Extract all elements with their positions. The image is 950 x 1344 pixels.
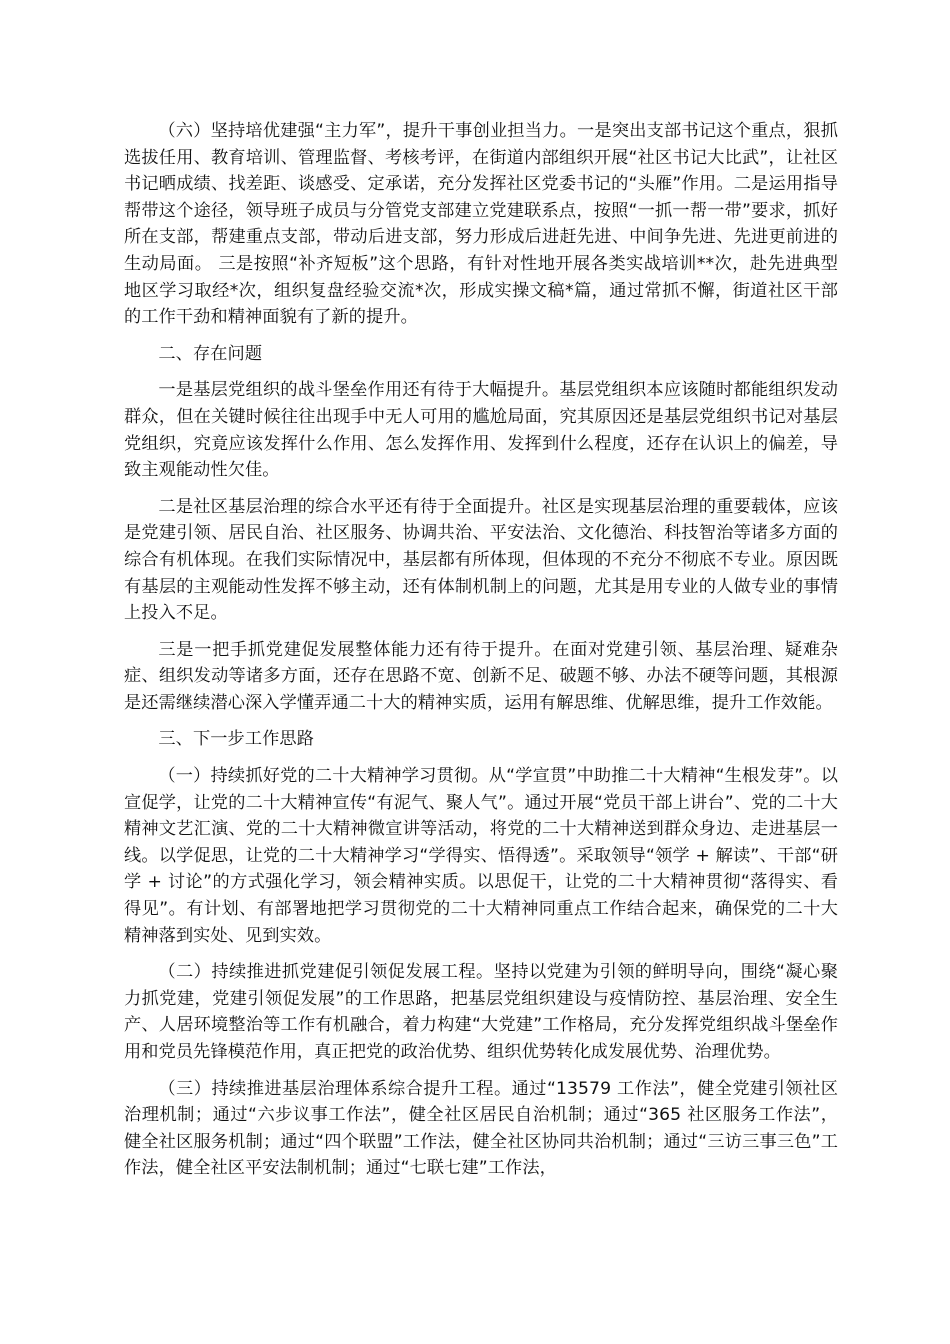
paragraph-problem-1: 一是基层党组织的战斗堡垒作用还有待于大幅提升。基层党组织本应该随时都能组织发动群众，但在关键时候往往出现手中无人可用的尴尬局面，究其原因还是基层党组织书记对基层党组织，究竟应该发挥什么作用、怎么发挥作用、发挥到什么程度，还存在认识上的偏差，导致主观能动性欠佳。 [124,380,838,481]
paragraph-next-step-2: （二）持续推进抓党建促引领促发展工程。坚持以党建为引领的鲜明导向，围绕“凝心聚力抓党建，党建引领促发展”的工作思路，把基层党组织建设与疫情防控、基层治理、安全生产、人居环境整治等工作有机融合，着力构建“大党建”工作格局，充分发挥党组织战斗堡垒作用和党员先锋模范作用，真正把党的政治优势、组织优势转化成发展优势、治理优势。 [124,962,838,1062]
paragraph-next-step-3: （三）持续推进基层治理体系综合提升工程。通过“13579 工作法”，健全党建引领社区治理机制；通过“六步议事工作法”，健全社区居民自治机制；通过“365 社区服务工作法”，健全社区服务机制；通过“四个联盟”工作法，健全社区协同共治机制；通过“三访三事三色”工作法，健全社区平安法制机制；通过“七联七建”工作法， [124,1078,838,1179]
paragraph-problem-2: 二是社区基层治理的综合水平还有待于全面提升。社区是实现基层治理的重要载体，应该是党建引领、居民自治、社区服务、协调共治、平安法治、文化德治、科技智治等诸多方面的综合有机体现。在我们实际情况中，基层都有所体现，但体现的不充分不彻底不专业。原因既有基层的主观能动性发挥不够主动，还有体制机制上的问题，尤其是用专业的人做专业的事情上投入不足。 [124,496,838,624]
heading-existing-problems: 二、存在问题 [158,343,263,364]
paragraph-problem-3: 三是一把手抓党建促发展整体能力还有待于提升。在面对党建引领、基层治理、疑难杂症、组织发动等诸多方面，还存在思路不宽、创新不足、破题不够、办法不硬等问题，其根源是还需继续潜心深入学懂弄通二十大的精神实质，运用有解思维、优解思维，提升工作效能。 [124,639,838,713]
paragraph-party-secretary-training: （六）坚持培优建强“主力军”，提升干事创业担当力。一是突出支部书记这个重点，狠抓选拔任用、教育培训、管理监督、考核考评，在街道内部组织开展“社区书记大比武”，让社区书记晒成绩、找差距、谈感受、定承诺，充分发挥社区党委书记的“头雁”作用。二是运用指导帮带这个途径，领导班子成员与分管党支部建立党建联系点，按照“一抓一帮一带”要求，抓好所在支部，帮建重点支部，带动后进支部，努力形成后进赶先进、中间争先进、先进更前进的生动局面。 三是按照“补齐短板”这个思路，有针对性地开展各类实战培训**次，赴先进典型地区学习取经*次，组织复盘经验交流*次，形成实操文稿*篇，通过常抓不懈，街道社区干部的工作干劲和精神面貌有了新的提升。 [124,121,839,328]
document-page [124,118,838,1192]
paragraph-next-step-1: （一）持续抓好党的二十大精神学习贯彻。从“学宣贯”中助推二十大精神“生根发芽”。以宣促学，让党的二十大精神宣传“有泥气、聚人气”。通过开展“党员干部上讲台”、党的二十大精神文艺汇演、党的二十大精神微宣讲等活动，将党的二十大精神送到群众身边、走进基层一线。以学促思，让党的二十大精神学习“学得实、悟得透”。采取领导“领学 + 解读”、干部“研学 + 讨论”的方式强化学习，领会精神实质。以思促干，让党的二十大精神贯彻“落得实、看得见”。有计划、有部署地把学习贯彻党的二十大精神同重点工作结合起来，确保党的二十大精神落到实处、见到实效。 [124,766,838,946]
heading-next-steps: 三、下一步工作思路 [158,729,314,750]
